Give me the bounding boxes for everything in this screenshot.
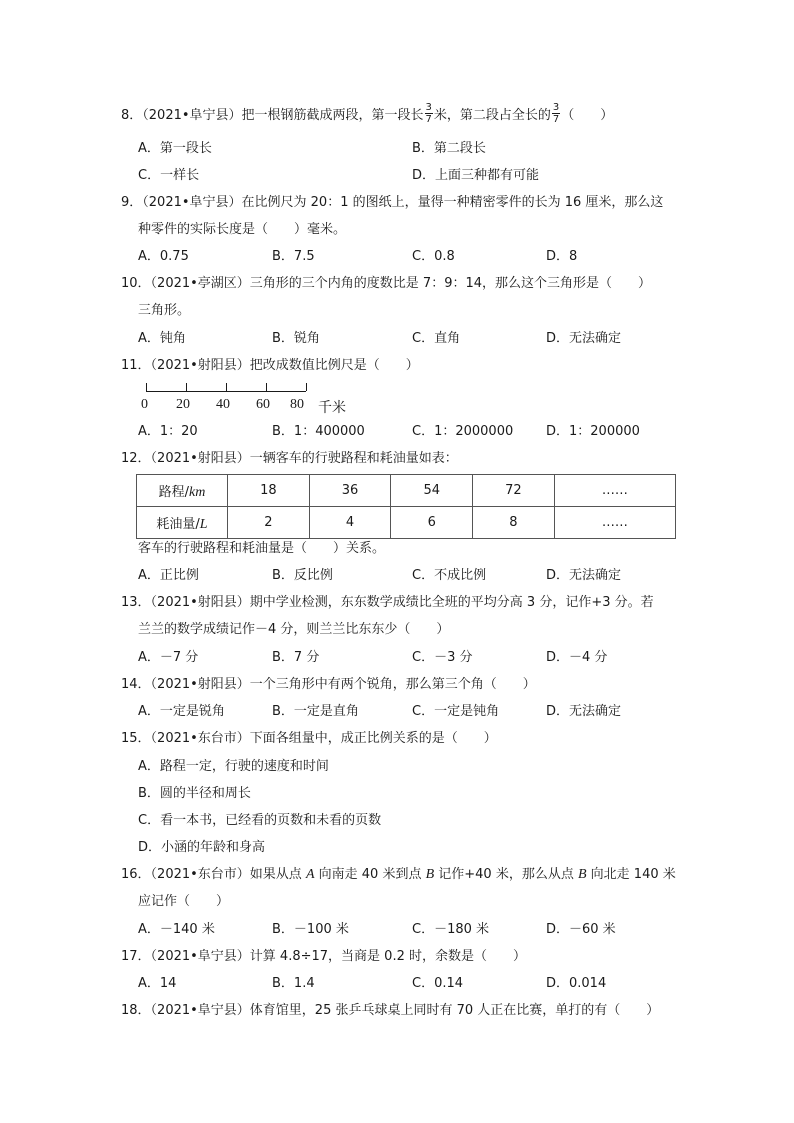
scale-tick bbox=[186, 383, 187, 391]
q8-option-d[interactable]: D．上面三种都有可能 bbox=[412, 168, 540, 183]
scale-tick bbox=[266, 383, 267, 391]
q10-option-b[interactable]: B．锐角 bbox=[272, 331, 320, 346]
q14-stem: 14．（2021•射阳县）一个三角形中有两个锐角，那么第三个角（ ） bbox=[121, 677, 536, 692]
q15-stem: 15．（2021•东台市）下面各组量中，成正比例关系的是（ ） bbox=[121, 731, 497, 746]
fraction-denominator: 7 bbox=[425, 114, 432, 125]
q11-option-c[interactable]: C．1：2000000 bbox=[412, 424, 514, 439]
q13-stem-line1: 13．（2021•射阳县）期中学业检测，东东数学成绩比全班的平均分高 3 分，记作+3 分。若 bbox=[121, 595, 654, 610]
scale-unit-label: 千米 bbox=[318, 401, 346, 416]
q17-option-d[interactable]: D．0.014 bbox=[546, 976, 607, 991]
row-header-distance bbox=[137, 475, 228, 507]
q17-stem: 17．（2021•阜宁县）计算 4.8÷17，当商是 0.2 时，余数是（ ） bbox=[121, 949, 526, 964]
table-cell: 54 bbox=[391, 475, 473, 507]
q8-fraction-2 bbox=[552, 102, 560, 125]
q12-option-a[interactable]: A．正比例 bbox=[138, 568, 199, 583]
q16-text: 记作+40 米，那么从点 bbox=[434, 867, 578, 882]
q10-stem-line2: 三角形。 bbox=[138, 303, 191, 318]
q15-option-b[interactable]: B．圆的半径和周长 bbox=[138, 786, 251, 801]
q9-stem-line1: 9．（2021•阜宁县）在比例尺为 20：1 的图纸上，量得一种精密零件的长为 16 厘米，那么这 bbox=[121, 195, 664, 210]
table-cell: …… bbox=[554, 475, 675, 507]
q14-option-a[interactable]: A．一定是锐角 bbox=[138, 704, 225, 719]
distance-fuel-table bbox=[136, 474, 676, 539]
q10-stem-line1: 10．（2021•亭湖区）三角形的三个内角的度数比是 7：9：14，那么这个三角形是（ ） bbox=[121, 276, 652, 291]
scale-label: 60 bbox=[256, 397, 270, 412]
q10-option-d[interactable]: D．无法确定 bbox=[546, 331, 622, 346]
table-cell: 18 bbox=[228, 475, 310, 507]
header-text: 路程/ bbox=[158, 484, 190, 500]
unit-text: L bbox=[199, 516, 208, 532]
q8-option-b[interactable]: B．第二段长 bbox=[412, 141, 486, 156]
q18-stem: 18．（2021•阜宁县）体育馆里，25 张乒乓球桌上同时有 70 人正在比赛，单打的有（ ） bbox=[121, 1003, 660, 1018]
table-cell: …… bbox=[554, 507, 675, 539]
q8-text-c: （ ） bbox=[561, 108, 614, 123]
q11-stem: 11．（2021•射阳县）把改成数值比例尺是（ ） bbox=[121, 358, 419, 373]
fraction-numerator: 3 bbox=[552, 102, 560, 113]
q14-option-b[interactable]: B．一定是直角 bbox=[272, 704, 359, 719]
q16-option-b[interactable]: B．－100 米 bbox=[272, 922, 349, 937]
table-cell: 6 bbox=[391, 507, 473, 539]
q9-option-d[interactable]: D．8 bbox=[546, 249, 578, 264]
table-cell: 36 bbox=[309, 475, 391, 507]
q16-option-c[interactable]: C．－180 米 bbox=[412, 922, 490, 937]
q12-option-c[interactable]: C．不成比例 bbox=[412, 568, 487, 583]
q9-option-a[interactable]: A．0.75 bbox=[138, 249, 189, 264]
q14-option-d[interactable]: D．无法确定 bbox=[546, 704, 622, 719]
q14-option-c[interactable]: C．一定是钝角 bbox=[412, 704, 500, 719]
q8-text-b: 米，第二段占全长的 bbox=[433, 108, 551, 123]
q16-stem-line1 bbox=[121, 866, 676, 884]
q16-text: 向南走 40 米到点 bbox=[314, 867, 426, 882]
table-cell: 4 bbox=[309, 507, 391, 539]
q12-option-b[interactable]: B．反比例 bbox=[272, 568, 333, 583]
q8-text-a: 8．（2021•阜宁县）把一根钢筋截成两段，第一段长 bbox=[121, 108, 424, 123]
table-cell: 72 bbox=[473, 475, 555, 507]
q16-text: 向北走 140 米 bbox=[586, 867, 676, 882]
q17-option-c[interactable]: C．0.14 bbox=[412, 976, 464, 991]
scale-tick bbox=[146, 383, 147, 391]
q16-option-d[interactable]: D．－60 米 bbox=[546, 922, 616, 937]
q15-option-a[interactable]: A．路程一定，行驶的速度和时间 bbox=[138, 759, 329, 774]
point-b-label: B bbox=[425, 867, 435, 882]
unit-text: km bbox=[189, 484, 206, 500]
point-b-label: B bbox=[577, 867, 587, 882]
table-cell: 2 bbox=[228, 507, 310, 539]
q8-stem bbox=[121, 104, 613, 127]
q16-option-a[interactable]: A．－140 米 bbox=[138, 922, 215, 937]
q10-option-a[interactable]: A．钝角 bbox=[138, 331, 186, 346]
q12-option-d[interactable]: D．无法确定 bbox=[546, 568, 622, 583]
q13-option-b[interactable]: B．7 分 bbox=[272, 650, 320, 665]
table-row bbox=[137, 507, 676, 539]
q13-option-a[interactable]: A．－7 分 bbox=[138, 650, 199, 665]
row-header-fuel bbox=[137, 507, 228, 539]
scale-label: 0 bbox=[141, 397, 148, 412]
scale-label: 40 bbox=[216, 397, 230, 412]
q8-option-a[interactable]: A．第一段长 bbox=[138, 141, 212, 156]
q12-stem: 12．（2021•射阳县）一辆客车的行驶路程和耗油量如表： bbox=[121, 451, 458, 466]
q16-text: 16．（2021•东台市）如果从点 bbox=[121, 867, 306, 882]
q12-stem-after: 客车的行驶路程和耗油量是（ ）关系。 bbox=[138, 541, 386, 556]
point-a-label: A bbox=[305, 867, 315, 882]
header-text: 耗油量/ bbox=[156, 516, 200, 532]
q17-option-a[interactable]: A．14 bbox=[138, 976, 177, 991]
q13-option-c[interactable]: C．－3 分 bbox=[412, 650, 473, 665]
q11-option-d[interactable]: D．1：200000 bbox=[546, 424, 640, 439]
q13-option-d[interactable]: D．－4 分 bbox=[546, 650, 608, 665]
q8-fraction-1 bbox=[425, 102, 433, 125]
q10-option-c[interactable]: C．直角 bbox=[412, 331, 461, 346]
q11-option-b[interactable]: B．1：400000 bbox=[272, 424, 365, 439]
q9-option-b[interactable]: B．7.5 bbox=[272, 249, 315, 264]
q8-option-c[interactable]: C．一样长 bbox=[138, 168, 200, 183]
fraction-denominator: 7 bbox=[552, 114, 560, 125]
q9-option-c[interactable]: C．0.8 bbox=[412, 249, 455, 264]
scale-tick bbox=[226, 383, 227, 391]
scale-label: 20 bbox=[176, 397, 190, 412]
q16-stem-line2: 应记作（ ） bbox=[138, 894, 230, 909]
table-cell: 8 bbox=[473, 507, 555, 539]
fraction-numerator: 3 bbox=[425, 102, 432, 113]
q9-stem-line2: 种零件的实际长度是（ ）毫米。 bbox=[138, 222, 347, 237]
q15-option-d[interactable]: D．小涵的年龄和身高 bbox=[138, 840, 266, 855]
table-row bbox=[137, 475, 676, 507]
q17-option-b[interactable]: B．1.4 bbox=[272, 976, 315, 991]
q15-option-c[interactable]: C．看一本书，已经看的页数和未看的页数 bbox=[138, 813, 382, 828]
scale-label: 80 bbox=[290, 397, 304, 412]
q13-stem-line2: 兰兰的数学成绩记作－4 分，则兰兰比东东少（ ） bbox=[138, 622, 450, 637]
q11-option-a[interactable]: A．1：20 bbox=[138, 424, 198, 439]
scale-tick bbox=[306, 383, 307, 391]
